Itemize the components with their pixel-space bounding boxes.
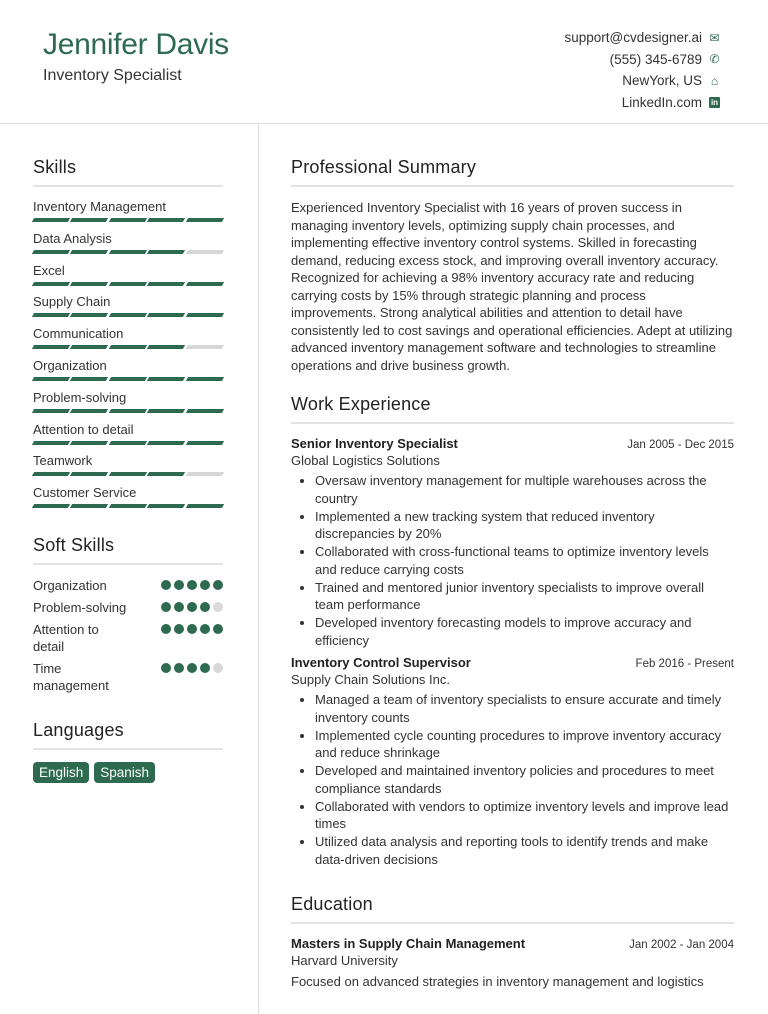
rating-dot — [161, 624, 171, 634]
skill-level-segment — [70, 218, 109, 222]
skill-level-bar — [33, 282, 223, 286]
soft-skill-label: Organization — [33, 577, 107, 593]
rating-dot — [200, 663, 210, 673]
job-bullets — [315, 472, 734, 649]
skill-label: Customer Service — [33, 485, 137, 501]
rating-dot — [161, 602, 171, 612]
skill-level-segment — [32, 472, 71, 476]
language-badge: Spanish — [94, 762, 155, 783]
skill-item — [33, 453, 223, 485]
skill-level-segment — [32, 504, 71, 508]
skill-label: Data Analysis — [33, 230, 112, 246]
soft-skill-rating — [161, 663, 223, 694]
job-bullets — [315, 691, 734, 868]
skill-level-segment — [32, 377, 71, 381]
rating-dot — [213, 624, 223, 634]
skill-level-segment — [70, 472, 109, 476]
skill-level-segment — [147, 377, 186, 381]
skill-level-segment — [185, 409, 224, 413]
rating-dot — [200, 602, 210, 612]
skill-level-segment — [147, 218, 186, 222]
skill-level-segment — [185, 377, 224, 381]
left-column — [33, 157, 223, 803]
skill-level-segment — [185, 441, 224, 445]
education-header — [291, 936, 734, 951]
soft-skill-label: Time management — [33, 660, 109, 693]
job-header — [291, 436, 734, 451]
skill-level-segment — [32, 282, 71, 286]
rating-dot — [161, 580, 171, 590]
skill-item — [33, 358, 223, 390]
skill-level-segment — [185, 282, 224, 286]
skill-level-segment — [109, 218, 148, 222]
skill-level-bar — [33, 504, 223, 508]
education-section — [291, 894, 734, 989]
contact-item — [564, 27, 721, 49]
rating-dot — [213, 602, 223, 612]
job-bullet: • Trained and mentored junior inventory specialists to improve overall team performance — [315, 579, 734, 614]
home-icon: ⌂ — [710, 73, 719, 88]
skill-item — [33, 199, 223, 231]
skill-level-bar — [33, 377, 223, 381]
rating-dot — [200, 624, 210, 634]
skill-level-segment — [185, 504, 224, 508]
skill-level-segment — [70, 377, 109, 381]
skill-level-bar — [33, 313, 223, 317]
skill-level-segment — [32, 345, 71, 349]
job-title: Senior Inventory Specialist — [291, 436, 458, 451]
job-bullet: • Developed inventory forecasting models to improve accuracy and efficiency — [315, 614, 734, 649]
skill-label: Excel — [33, 262, 65, 278]
skill-item — [33, 231, 223, 263]
skill-level-segment — [109, 377, 148, 381]
skill-label: Communication — [33, 326, 124, 342]
education-entry — [291, 936, 734, 989]
summary-section — [291, 157, 734, 374]
skill-level-segment — [185, 472, 224, 476]
contact-text: NewYork, US — [622, 73, 702, 89]
skills-heading: Skills — [33, 157, 223, 187]
job-company: Supply Chain Solutions Inc. — [291, 672, 450, 687]
job-bullet: • Developed and maintained inventory policies and procedures to meet compliance standards — [315, 762, 734, 797]
skill-level-segment — [109, 409, 148, 413]
skill-level-segment — [109, 282, 148, 286]
languages-section — [33, 720, 223, 783]
experience-heading: Work Experience — [291, 394, 734, 424]
soft-skill-item — [33, 660, 223, 694]
skill-level-segment — [109, 250, 148, 254]
contact-item — [564, 92, 721, 114]
soft-skill-item — [33, 599, 223, 616]
skill-level-bar — [33, 345, 223, 349]
rating-dot — [213, 580, 223, 590]
job-bullet: • Collaborated with cross-functional teams to optimize inventory levels and reduce carrying costs — [315, 543, 734, 578]
contact-text: support@cvdesigner.ai — [564, 30, 702, 46]
skill-label: Supply Chain — [33, 294, 111, 310]
skill-level-segment — [70, 504, 109, 508]
skill-level-bar — [33, 472, 223, 476]
skill-label: Organization — [33, 357, 107, 373]
skill-level-segment — [147, 472, 186, 476]
skill-level-segment — [70, 282, 109, 286]
job-bullet: • Implemented a new tracking system that reduced inventory discrepancies by 20% — [315, 508, 734, 543]
contact-text: (555) 345-6789 — [609, 51, 702, 67]
contact-item — [564, 70, 721, 92]
skill-level-segment — [185, 345, 224, 349]
candidate-name: Jennifer Davis — [43, 28, 229, 61]
job-title: Inventory Control Supervisor — [291, 655, 471, 670]
skill-level-segment — [109, 472, 148, 476]
education-degree: Masters in Supply Chain Management — [291, 936, 526, 951]
column-divider — [258, 124, 259, 1014]
skill-level-segment — [70, 313, 109, 317]
skill-item — [33, 294, 223, 326]
skill-item — [33, 422, 223, 454]
skill-level-segment — [185, 313, 224, 317]
soft-skills-section — [33, 535, 223, 694]
contact-list — [564, 27, 721, 113]
skill-level-segment — [147, 250, 186, 254]
linkedin-icon — [708, 97, 721, 108]
skill-level-segment — [70, 441, 109, 445]
skill-level-segment — [70, 250, 109, 254]
skill-level-segment — [109, 313, 148, 317]
envelope-icon: ✉ — [709, 30, 720, 45]
rating-dot — [174, 580, 184, 590]
skill-label: Attention to detail — [33, 421, 134, 437]
skill-level-bar — [33, 218, 223, 222]
languages-heading: Languages — [33, 720, 223, 750]
skill-level-segment — [109, 441, 148, 445]
soft-skill-rating — [161, 580, 223, 594]
skill-level-segment — [32, 409, 71, 413]
experience-section — [291, 394, 734, 868]
skill-level-segment — [185, 218, 224, 222]
job-bullet: • Managed a team of inventory specialists to ensure accurate and timely inventory counts — [315, 691, 734, 726]
linkedin-glyph: in — [710, 97, 719, 107]
skill-level-segment — [32, 313, 71, 317]
job-company: Global Logistics Solutions — [291, 453, 440, 468]
skill-level-segment — [32, 250, 71, 254]
skill-level-segment — [109, 345, 148, 349]
rating-dot — [161, 663, 171, 673]
rating-dot — [200, 580, 210, 590]
skill-level-segment — [147, 313, 186, 317]
education-description: Focused on advanced strategies in inventory management and logistics — [291, 974, 704, 989]
job-date: Jan 2005 - Dec 2015 — [627, 439, 734, 451]
job-date: Feb 2016 - Present — [635, 658, 734, 670]
phone-icon: ✆ — [709, 52, 720, 67]
skill-item — [33, 263, 223, 295]
language-badge: English — [33, 762, 89, 783]
right-column — [291, 157, 734, 1009]
rating-dot — [187, 663, 197, 673]
rating-dot — [213, 663, 223, 673]
skill-item — [33, 326, 223, 358]
rating-dot — [187, 602, 197, 612]
skill-label: Problem-solving — [33, 389, 127, 405]
skill-level-segment — [147, 345, 186, 349]
skill-level-bar — [33, 250, 223, 254]
rating-dot — [187, 624, 197, 634]
job-entry — [291, 655, 734, 868]
skill-label: Teamwork — [33, 453, 93, 469]
job-bullet: • Implemented cycle counting procedures to improve inventory accuracy and reduce shrinkage — [315, 727, 734, 762]
education-date: Jan 2002 - Jan 2004 — [629, 939, 734, 951]
job-bullet: • Utilized data analysis and reporting tools to identify trends and make data-driven decisions — [315, 833, 734, 868]
skill-item — [33, 485, 223, 517]
soft-skill-rating — [161, 602, 223, 616]
skill-level-segment — [147, 504, 186, 508]
skill-level-bar — [33, 441, 223, 445]
skill-level-segment — [70, 409, 109, 413]
soft-skills-heading: Soft Skills — [33, 535, 223, 565]
job-header — [291, 655, 734, 670]
skill-label: Inventory Management — [33, 199, 166, 214]
contact-item — [564, 49, 721, 71]
skill-level-segment — [109, 504, 148, 508]
rating-dot — [174, 602, 184, 612]
skill-level-segment — [185, 250, 224, 254]
job-entry — [291, 436, 734, 649]
skill-level-segment — [147, 441, 186, 445]
job-bullet: • Oversaw inventory management for multiple warehouses across the country — [315, 472, 734, 507]
skill-level-segment — [32, 441, 71, 445]
skill-level-bar — [33, 409, 223, 413]
skill-item — [33, 390, 223, 422]
rating-dot — [174, 624, 184, 634]
skills-section — [33, 157, 223, 517]
soft-skill-label: Attention to detail — [33, 621, 99, 654]
soft-skill-item — [33, 621, 223, 655]
summary-heading: Professional Summary — [291, 157, 734, 187]
education-school: Harvard University — [291, 953, 398, 968]
skill-level-segment — [32, 218, 71, 222]
skill-level-segment — [147, 282, 186, 286]
soft-skill-rating — [161, 624, 223, 655]
soft-skill-item — [33, 577, 223, 594]
soft-skill-label: Problem-solving — [33, 599, 127, 615]
resume-header — [0, 0, 768, 124]
candidate-role: Inventory Specialist — [43, 67, 182, 84]
summary-text: Experienced Inventory Specialist with 16 years of proven success in managing inventory levels, optimizing supply chain processes, and implementing effective inventory control systems. Skilled in forecasting demand, reducing excess stock, and improving overall inventory accuracy. Recognized for achieving a 98% inventory accuracy rate and reducing carrying costs by 15% through strategic planning and process improvements. Strong analytical abilities and attention to detail have consistently led to cost savings and operational efficiencies. Adept at utilizing advanced inventory management software and technologies to streamline operations and drive business growth. — [291, 200, 733, 373]
skill-level-segment — [70, 345, 109, 349]
rating-dot — [174, 663, 184, 673]
rating-dot — [187, 580, 197, 590]
job-bullet: • Collaborated with vendors to optimize inventory levels and improve lead times — [315, 798, 734, 833]
contact-text: LinkedIn.com — [621, 94, 702, 110]
education-heading: Education — [291, 894, 734, 924]
skill-level-segment — [147, 409, 186, 413]
